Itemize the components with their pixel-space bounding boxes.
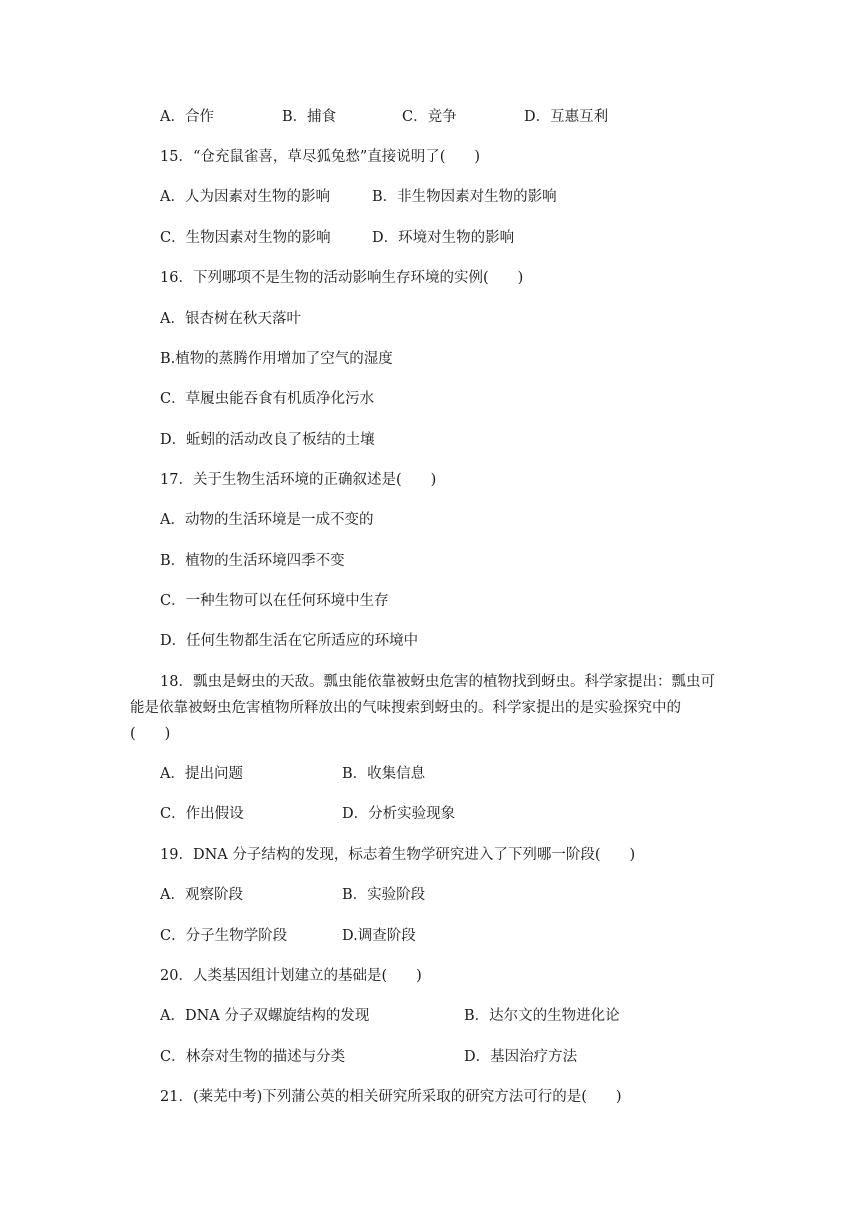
q18-option-a: A．提出问题 [160, 766, 243, 782]
q14-option-c: C．竞争 [402, 109, 457, 125]
q18-stem-line2: 能是依靠被蚜虫危害植物所释放出的气味搜索到蚜虫的。科学家提出的是实验探究中的 [130, 700, 681, 716]
q15-stem: 15．“仓充鼠雀喜，草尽狐兔愁”直接说明了( ) [160, 149, 481, 165]
q20-stem: 20．人类基因组计划建立的基础是( ) [160, 968, 422, 984]
q20-option-b: B．达尔文的生物进化论 [464, 1008, 620, 1024]
q16-option-a: A．银杏树在秋天落叶 [160, 311, 301, 327]
q18-stem-line1: 18．瓢虫是蚜虫的天敌。瓢虫能依靠被蚜虫危害的植物找到蚜虫。科学家提出：瓢虫可 [160, 674, 715, 690]
q19-option-c: C．分子生物学阶段 [160, 928, 288, 944]
q17-option-c: C．一种生物可以在任何环境中生存 [160, 593, 389, 609]
q17-option-a: A．动物的生活环境是一成不变的 [160, 512, 374, 528]
q20-option-d: D．基因治疗方法 [464, 1049, 578, 1065]
q17-option-b: B．植物的生活环境四季不变 [160, 553, 345, 569]
q14-option-d: D．互惠互利 [524, 109, 609, 125]
q15-option-d: D．环境对生物的影响 [372, 230, 515, 246]
q17-option-d: D．任何生物都生活在它所适应的环境中 [160, 633, 419, 649]
q18-stem-line3: ( ) [130, 726, 171, 742]
q19-option-b: B．实验阶段 [342, 887, 426, 903]
q14-option-a: A．合作 [160, 109, 214, 125]
q15-option-b: B．非生物因素对生物的影响 [372, 189, 557, 205]
q14-option-b: B．捕食 [282, 109, 337, 125]
q18-option-d: D．分析实验现象 [342, 806, 456, 822]
q21-stem: 21．(莱芜中考)下列蒲公英的相关研究所采取的研究方法可行的是( ) [160, 1089, 622, 1105]
q16-option-c: C．草履虫能吞食有机质净化污水 [160, 391, 375, 407]
q16-option-d: D．蚯蚓的活动改良了板结的土壤 [160, 432, 375, 448]
q15-option-c: C．生物因素对生物的影响 [160, 230, 331, 246]
q18-option-c: C．作出假设 [160, 806, 244, 822]
q19-option-a: A．观察阶段 [160, 887, 243, 903]
q18-option-b: B．收集信息 [342, 766, 426, 782]
q17-stem: 17．关于生物生活环境的正确叙述是( ) [160, 472, 437, 488]
q20-option-c: C．林奈对生物的描述与分类 [160, 1049, 346, 1065]
q19-option-d: D.调查阶段 [342, 928, 416, 944]
q16-stem: 16．下列哪项不是生物的活动影响生存环境的实例( ) [160, 270, 524, 286]
q20-option-a: A．DNA 分子双螺旋结构的发现 [160, 1008, 370, 1024]
q19-stem: 19．DNA 分子结构的发现，标志着生物学研究进入了下列哪一阶段( ) [160, 847, 636, 863]
q15-option-a: A．人为因素对生物的影响 [160, 189, 330, 205]
q16-option-b: B.植物的蒸腾作用增加了空气的湿度 [160, 351, 393, 367]
